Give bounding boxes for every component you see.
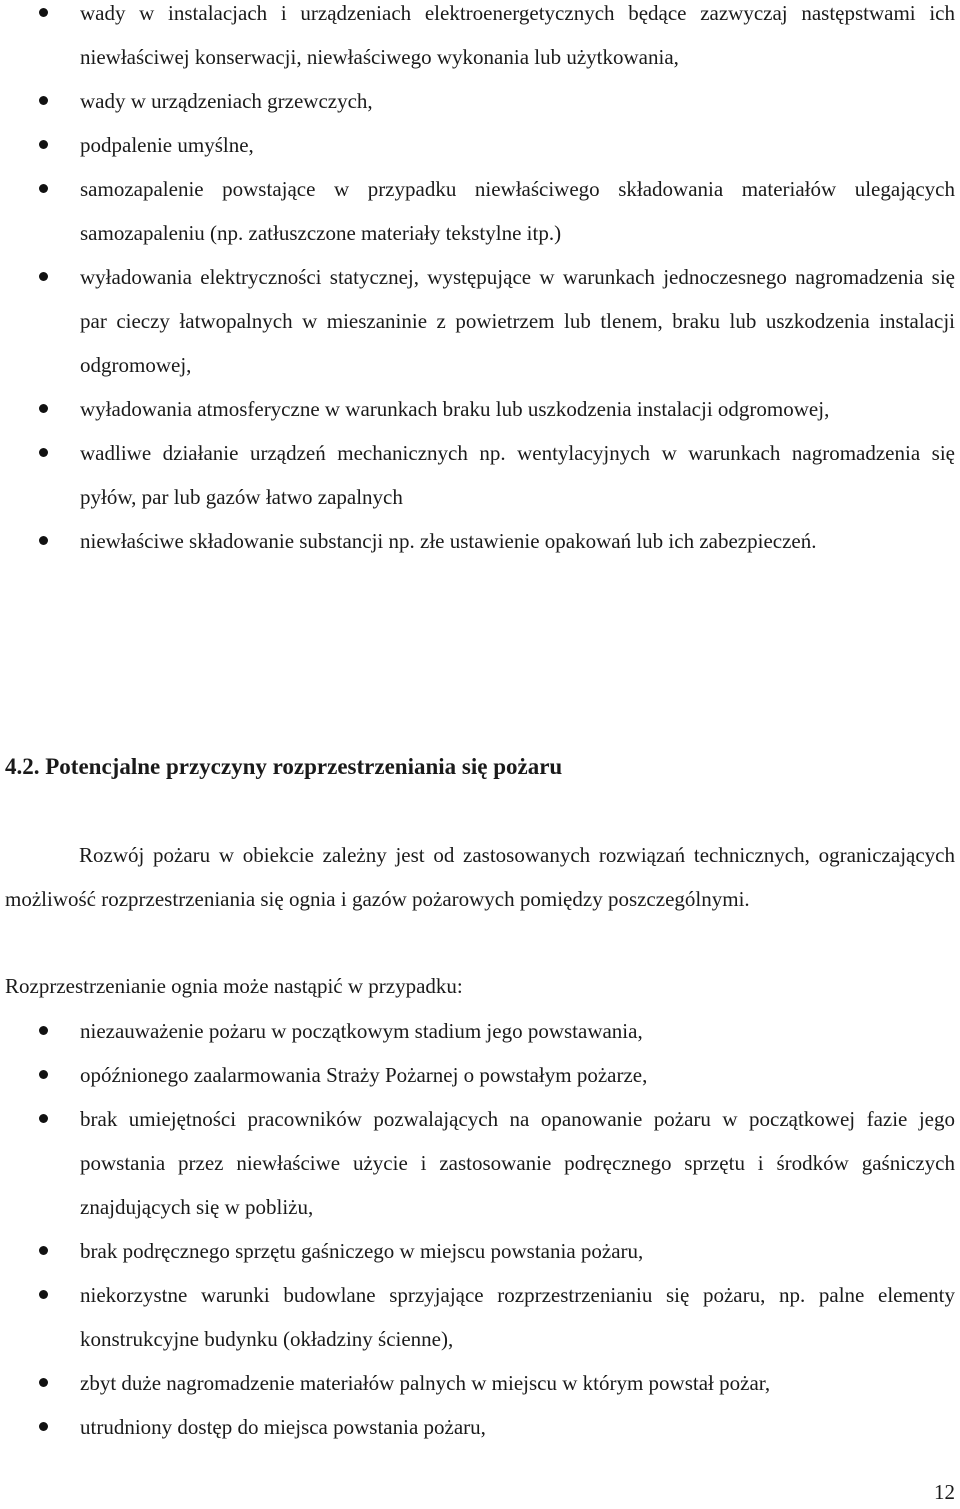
list-item-text: brak podręcznego sprzętu gaśniczego w miejscu powstania pożaru, — [80, 1239, 644, 1263]
list-item-text: brak umiejętności pracowników pozwalających na opanowanie pożaru w początkowej fazie jego powstania przez niewłaściwe użycie i zastosowanie podręcznego sprzętu i środków gaśniczych znajdujących się w pobliżu, — [80, 1107, 955, 1219]
list-item — [0, 0, 960, 79]
bullet-icon — [39, 1378, 48, 1387]
list-item-text: samozapalenie powstające w przypadku niewłaściwego składowania materiałów ulegających samozapaleniu (np. zatłuszczone materiały tekstylne itp.) — [80, 177, 955, 245]
fire-spread-list — [0, 1009, 960, 1449]
list-item — [0, 79, 960, 123]
bullet-icon — [39, 1114, 48, 1123]
list-item-text: wadliwe działanie urządzeń mechanicznych np. wentylacyjnych w warunkach nagromadzenia się pyłów, par lub gazów łatwo zapalnych — [80, 441, 955, 509]
bullet-icon — [39, 404, 48, 413]
list-item-text: opóźnionego zaalarmowania Straży Pożarnej o powstałym pożarze, — [80, 1063, 648, 1087]
bullet-icon — [39, 272, 48, 281]
list-item-text: wyładowania atmosferyczne w warunkach braku lub uszkodzenia instalacji odgromowej, — [80, 397, 830, 421]
list-item-text: niezauważenie pożaru w początkowym stadium jego powstawania, — [80, 1019, 643, 1043]
list-item — [0, 1053, 960, 1097]
list-intro-text: Rozprzestrzenianie ognia może nastąpić w przypadku: — [5, 974, 463, 998]
list-item — [0, 1009, 960, 1053]
bullet-icon — [39, 1026, 48, 1035]
list-item-text: podpalenie umyślne, — [80, 133, 254, 157]
section-heading: 4.2. Potencjalne przyczyny rozprzestrzeniania się pożaru — [5, 754, 563, 779]
list-item — [0, 387, 960, 431]
bullet-icon — [39, 1246, 48, 1255]
list-item — [0, 1361, 960, 1405]
bullet-icon — [39, 184, 48, 193]
list-item — [0, 123, 960, 167]
list-item — [0, 1229, 960, 1273]
bullet-icon — [39, 140, 48, 149]
bullet-icon — [39, 1290, 48, 1299]
list-item-text: wady w urządzeniach grzewczych, — [80, 89, 373, 113]
list-item-text: wyładowania elektryczności statycznej, występujące w warunkach jednoczesnego nagromadzenia się par cieczy łatwopalnych w mieszaninie z powietrzem lub tlenem, braku lub uszkodzenia instalacji odgromowej, — [80, 265, 955, 377]
bullet-icon — [39, 8, 48, 17]
list-item-text: utrudniony dostęp do miejsca powstania pożaru, — [80, 1415, 486, 1439]
list-item — [0, 1273, 960, 1361]
bullet-icon — [39, 1422, 48, 1431]
list-item — [0, 167, 960, 255]
page-number: 12 — [934, 1480, 955, 1504]
list-item-text: niekorzystne warunki budowlane sprzyjające rozprzestrzenianiu się pożaru, np. palne elementy konstrukcyjne budynku (okładziny ścienne), — [80, 1283, 955, 1351]
bullet-icon — [39, 96, 48, 105]
list-item — [0, 1405, 960, 1449]
list-item-text: niewłaściwe składowanie substancji np. złe ustawienie opakowań lub ich zabezpieczeń. — [80, 529, 817, 553]
list-item-text: zbyt duże nagromadzenie materiałów palnych w miejscu w którym powstał pożar, — [80, 1371, 771, 1395]
bullet-icon — [39, 448, 48, 457]
list-item — [0, 255, 960, 387]
list-item — [0, 1097, 960, 1229]
bullet-icon — [39, 1070, 48, 1079]
fire-causes-list — [0, 0, 960, 563]
bullet-icon — [39, 536, 48, 545]
list-item — [0, 431, 960, 519]
list-item-text: wady w instalacjach i urządzeniach elektroenergetycznych będące zazwyczaj następstwami ich niewłaściwej konserwacji, niewłaściwego wykonania lub użytkowania, — [80, 1, 955, 69]
list-item — [0, 519, 960, 563]
section-paragraph: Rozwój pożaru w obiekcie zależny jest od zastosowanych rozwiązań technicznych, ograniczających możliwość rozprzestrzeniania się ognia i gazów pożarowych pomiędzy poszczególnymi. — [5, 843, 955, 911]
